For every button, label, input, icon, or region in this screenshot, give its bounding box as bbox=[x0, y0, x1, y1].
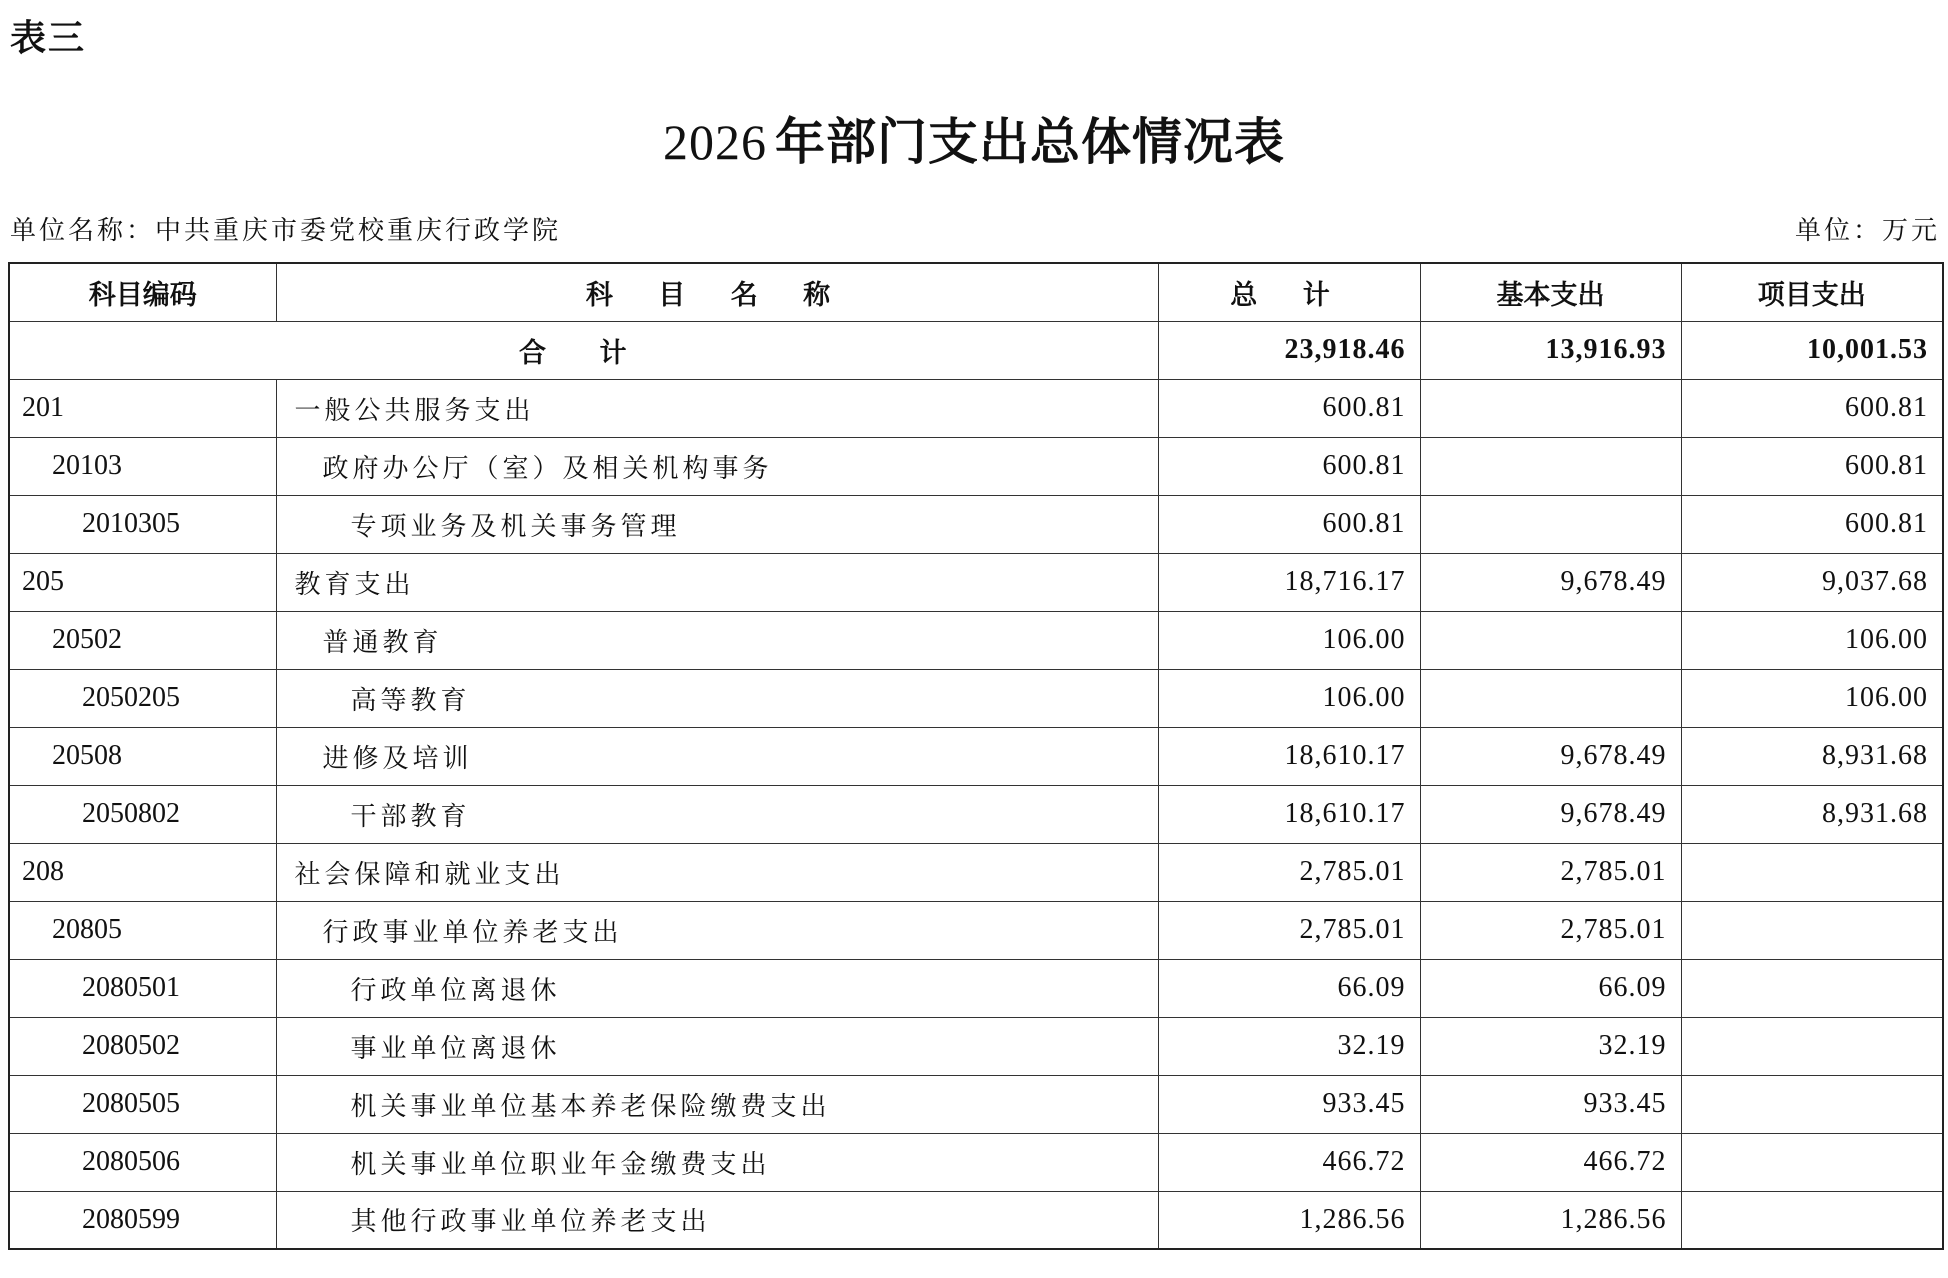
table-row bbox=[9, 669, 1943, 727]
table-number-label: 表三 bbox=[10, 18, 87, 59]
subject-code: 2080506 bbox=[9, 1133, 276, 1191]
basic-value bbox=[1420, 379, 1681, 437]
subject-code: 20508 bbox=[9, 727, 276, 785]
subject-name: 普通教育 bbox=[276, 611, 1158, 669]
basic-value: 66.09 bbox=[1420, 959, 1681, 1017]
currency-unit: 单位：万元 bbox=[1794, 216, 1940, 246]
total-value: 2,785.01 bbox=[1158, 901, 1420, 959]
basic-value: 9,678.49 bbox=[1420, 727, 1681, 785]
table-row bbox=[9, 437, 1943, 495]
subject-code: 2080501 bbox=[9, 959, 276, 1017]
header-basic: 基本支出 bbox=[1420, 263, 1681, 321]
subject-name: 教育支出 bbox=[276, 553, 1158, 611]
project-value bbox=[1681, 843, 1943, 901]
subject-name: 机关事业单位职业年金缴费支出 bbox=[276, 1133, 1158, 1191]
total-value: 600.81 bbox=[1158, 437, 1420, 495]
total-value: 106.00 bbox=[1158, 611, 1420, 669]
total-basic: 13,916.93 bbox=[1420, 321, 1681, 379]
subject-name: 专项业务及机关事务管理 bbox=[276, 495, 1158, 553]
subject-code: 20502 bbox=[9, 611, 276, 669]
table-row bbox=[9, 379, 1943, 437]
subject-code: 20103 bbox=[9, 437, 276, 495]
subject-code: 2050205 bbox=[9, 669, 276, 727]
subject-name: 社会保障和就业支出 bbox=[276, 843, 1158, 901]
table-row bbox=[9, 611, 1943, 669]
subject-code: 2080505 bbox=[9, 1075, 276, 1133]
table-row bbox=[9, 959, 1943, 1017]
table-row bbox=[9, 1191, 1943, 1249]
subject-code: 20805 bbox=[9, 901, 276, 959]
project-value: 600.81 bbox=[1681, 495, 1943, 553]
table-row bbox=[9, 495, 1943, 553]
subject-code: 201 bbox=[9, 379, 276, 437]
subject-name: 机关事业单位基本养老保险缴费支出 bbox=[276, 1075, 1158, 1133]
total-value: 2,785.01 bbox=[1158, 843, 1420, 901]
total-project: 10,001.53 bbox=[1681, 321, 1943, 379]
table-row bbox=[9, 553, 1943, 611]
basic-value bbox=[1420, 669, 1681, 727]
subject-code: 2080502 bbox=[9, 1017, 276, 1075]
total-value: 32.19 bbox=[1158, 1017, 1420, 1075]
project-value: 600.81 bbox=[1681, 437, 1943, 495]
total-value: 66.09 bbox=[1158, 959, 1420, 1017]
basic-value: 933.45 bbox=[1420, 1075, 1681, 1133]
project-value: 106.00 bbox=[1681, 669, 1943, 727]
total-value: 106.00 bbox=[1158, 669, 1420, 727]
project-value bbox=[1681, 1017, 1943, 1075]
basic-value bbox=[1420, 437, 1681, 495]
table-row bbox=[9, 785, 1943, 843]
unit-info-row bbox=[10, 210, 1940, 247]
basic-value: 466.72 bbox=[1420, 1133, 1681, 1191]
header-code: 科目编码 bbox=[9, 263, 276, 321]
subject-name: 进修及培训 bbox=[276, 727, 1158, 785]
total-value: 933.45 bbox=[1158, 1075, 1420, 1133]
project-value: 600.81 bbox=[1681, 379, 1943, 437]
table-row bbox=[9, 1133, 1943, 1191]
project-value bbox=[1681, 959, 1943, 1017]
subject-name: 政府办公厅（室）及相关机构事务 bbox=[276, 437, 1158, 495]
project-value bbox=[1681, 1191, 1943, 1249]
subject-name: 行政事业单位养老支出 bbox=[276, 901, 1158, 959]
title-text: 年部门支出总体情况表 bbox=[775, 112, 1285, 171]
total-value: 600.81 bbox=[1158, 495, 1420, 553]
basic-value bbox=[1420, 495, 1681, 553]
table-row bbox=[9, 901, 1943, 959]
total-value: 18,610.17 bbox=[1158, 727, 1420, 785]
table-row bbox=[9, 727, 1943, 785]
subject-code: 2010305 bbox=[9, 495, 276, 553]
total-value: 466.72 bbox=[1158, 1133, 1420, 1191]
subject-name: 其他行政事业单位养老支出 bbox=[276, 1191, 1158, 1249]
total-row bbox=[9, 321, 1943, 379]
unit-name: 单位名称：中共重庆市委党校重庆行政学院 bbox=[10, 216, 562, 246]
table-row bbox=[9, 1017, 1943, 1075]
header-name: 科 目 名 称 bbox=[276, 263, 1158, 321]
project-value bbox=[1681, 1133, 1943, 1191]
basic-value bbox=[1420, 611, 1681, 669]
basic-value: 2,785.01 bbox=[1420, 843, 1681, 901]
subject-name: 干部教育 bbox=[276, 785, 1158, 843]
table-row bbox=[9, 1075, 1943, 1133]
subject-code: 2080599 bbox=[9, 1191, 276, 1249]
subject-name: 行政单位离退休 bbox=[276, 959, 1158, 1017]
subject-code: 208 bbox=[9, 843, 276, 901]
subject-name: 高等教育 bbox=[276, 669, 1158, 727]
subject-code: 205 bbox=[9, 553, 276, 611]
subject-name: 事业单位离退休 bbox=[276, 1017, 1158, 1075]
table-row bbox=[9, 843, 1943, 901]
project-value bbox=[1681, 901, 1943, 959]
basic-value: 2,785.01 bbox=[1420, 901, 1681, 959]
total-value: 18,716.17 bbox=[1158, 553, 1420, 611]
basic-value: 1,286.56 bbox=[1420, 1191, 1681, 1249]
project-value: 8,931.68 bbox=[1681, 727, 1943, 785]
total-value: 1,286.56 bbox=[1158, 1191, 1420, 1249]
project-value: 8,931.68 bbox=[1681, 785, 1943, 843]
page-title bbox=[0, 102, 1948, 174]
project-value: 106.00 bbox=[1681, 611, 1943, 669]
basic-value: 9,678.49 bbox=[1420, 553, 1681, 611]
total-value: 18,610.17 bbox=[1158, 785, 1420, 843]
total-value: 600.81 bbox=[1158, 379, 1420, 437]
header-row bbox=[9, 263, 1943, 321]
header-project: 项目支出 bbox=[1681, 263, 1943, 321]
basic-value: 32.19 bbox=[1420, 1017, 1681, 1075]
project-value: 9,037.68 bbox=[1681, 553, 1943, 611]
project-value bbox=[1681, 1075, 1943, 1133]
total-label: 合 计 bbox=[9, 321, 1158, 379]
header-total: 总 计 bbox=[1158, 263, 1420, 321]
subject-name: 一般公共服务支出 bbox=[276, 379, 1158, 437]
expenditure-table bbox=[8, 262, 1944, 1250]
basic-value: 9,678.49 bbox=[1420, 785, 1681, 843]
subject-code: 2050802 bbox=[9, 785, 276, 843]
title-year: 2026 bbox=[663, 114, 767, 170]
total-sum: 23,918.46 bbox=[1158, 321, 1420, 379]
